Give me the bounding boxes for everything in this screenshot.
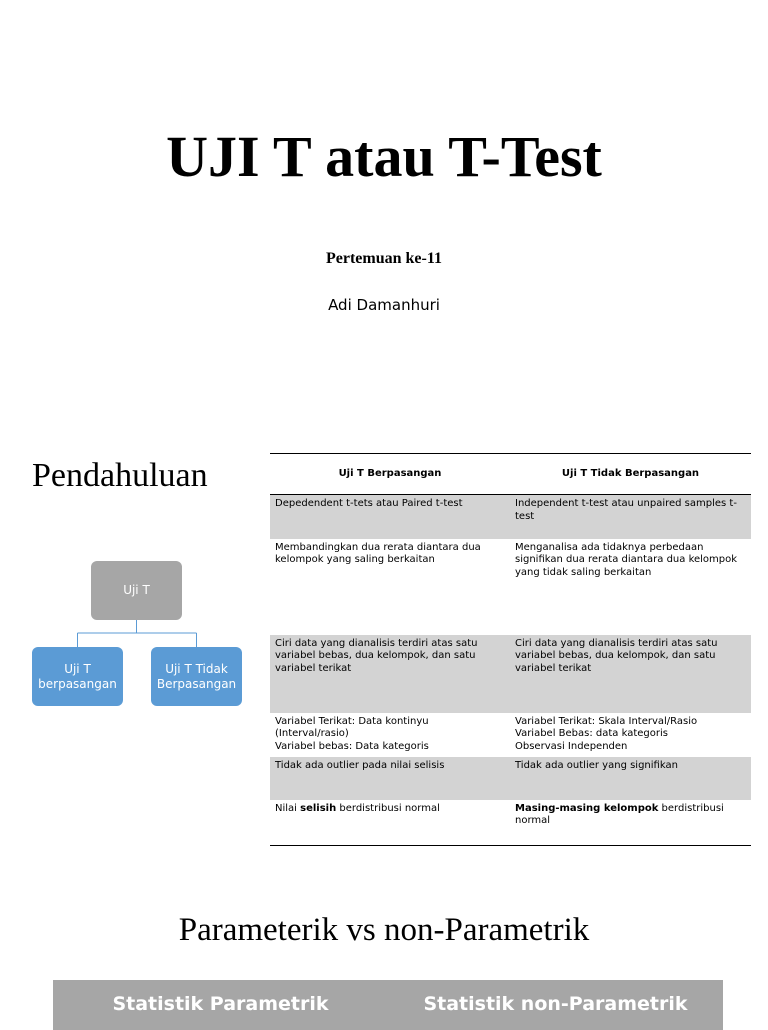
table-cell	[510, 635, 751, 713]
table-row	[270, 495, 751, 539]
cell-line: Variabel Terikat: Data kontinyu (Interval/rasio)	[275, 715, 429, 740]
cell-line: Menganalisa ada tidaknya perbedaan signifikan dua rerata diantara dua kelompok yang tidak saling berkaitan	[515, 541, 738, 578]
table-cell	[270, 495, 510, 539]
section-title-parametrik: Parameterik vs non-Parametrik	[178, 912, 590, 948]
comparison-table	[270, 453, 751, 846]
cell-line: Depedendent t-tets atau Paired t-test	[275, 498, 463, 509]
header-parametrik: Statistik Parametrik	[112, 993, 329, 1015]
cell-text-bold: Masing-masing kelompok	[515, 802, 659, 814]
table-cell	[270, 539, 510, 635]
cell-line: Ciri data yang dianalisis terdiri atas satu variabel bebas, dua kelompok, dan satu variabel terikat	[275, 637, 478, 674]
table-cell	[510, 495, 751, 539]
slide-title: UJI T atau T-Test	[166, 124, 602, 189]
cell-line: Variabel Terikat: Skala Interval/Rasio	[515, 715, 698, 727]
cell-text-bold: selisih	[300, 802, 337, 814]
section-title-pendahuluan: Pendahuluan	[32, 457, 208, 494]
table-cell	[270, 713, 510, 757]
slide-subtitle: Pertemuan ke-11	[326, 250, 442, 267]
cell-text: Nilai	[275, 802, 301, 814]
cell-line: Tidak ada outlier pada nilai selisis	[275, 759, 445, 771]
table-header-row	[270, 454, 751, 495]
cell-text: berdistribusi normal	[336, 802, 440, 814]
table-cell	[270, 757, 510, 800]
cell-line: Variabel bebas: Data kategoris	[275, 740, 429, 752]
table-cell	[510, 539, 751, 635]
table-row	[270, 757, 751, 800]
table-cell	[510, 800, 751, 846]
diagram-node-label: Uji T Tidak Berpasangan	[156, 661, 237, 691]
table-cell	[510, 713, 751, 757]
diagram-node-uji-t	[91, 561, 182, 620]
table-row	[270, 800, 751, 846]
author-name: Adi Damanhuri	[328, 296, 440, 314]
diagram-node-tidak-berpasangan	[151, 647, 242, 706]
parametrik-table-header	[53, 980, 723, 1030]
cell-line: Tidak ada outlier yang signifikan	[515, 759, 678, 771]
table-header-cell: Uji T Tidak Berpasangan	[510, 454, 751, 495]
cell-line: Observasi Independen	[515, 740, 628, 752]
table-header-cell: Uji T Berpasangan	[270, 454, 510, 495]
cell-line: Ciri data yang dianalisis terdiri atas satu variabel bebas, dua kelompok, dan satu variabel terikat	[515, 637, 718, 674]
table-row	[270, 539, 751, 635]
header-non-parametrik: Statistik non-Parametrik	[423, 993, 688, 1015]
diagram-node-label: Uji T berpasangan	[38, 661, 117, 691]
diagram-node-label: Uji T	[123, 583, 150, 597]
table-row	[270, 635, 751, 713]
table-row	[270, 713, 751, 757]
table-cell	[510, 757, 751, 800]
table-cell	[270, 635, 510, 713]
cell-text: berdistribusi normal	[515, 802, 724, 827]
cell-line: Independent t-test atau unpaired samples t-test	[515, 498, 737, 522]
cell-line: Variabel Bebas: data kategoris	[515, 728, 668, 740]
table-cell	[270, 800, 510, 846]
diagram-node-berpasangan	[32, 647, 123, 706]
cell-line: Membandingkan dua rerata diantara dua kelompok yang saling berkaitan	[275, 541, 481, 566]
